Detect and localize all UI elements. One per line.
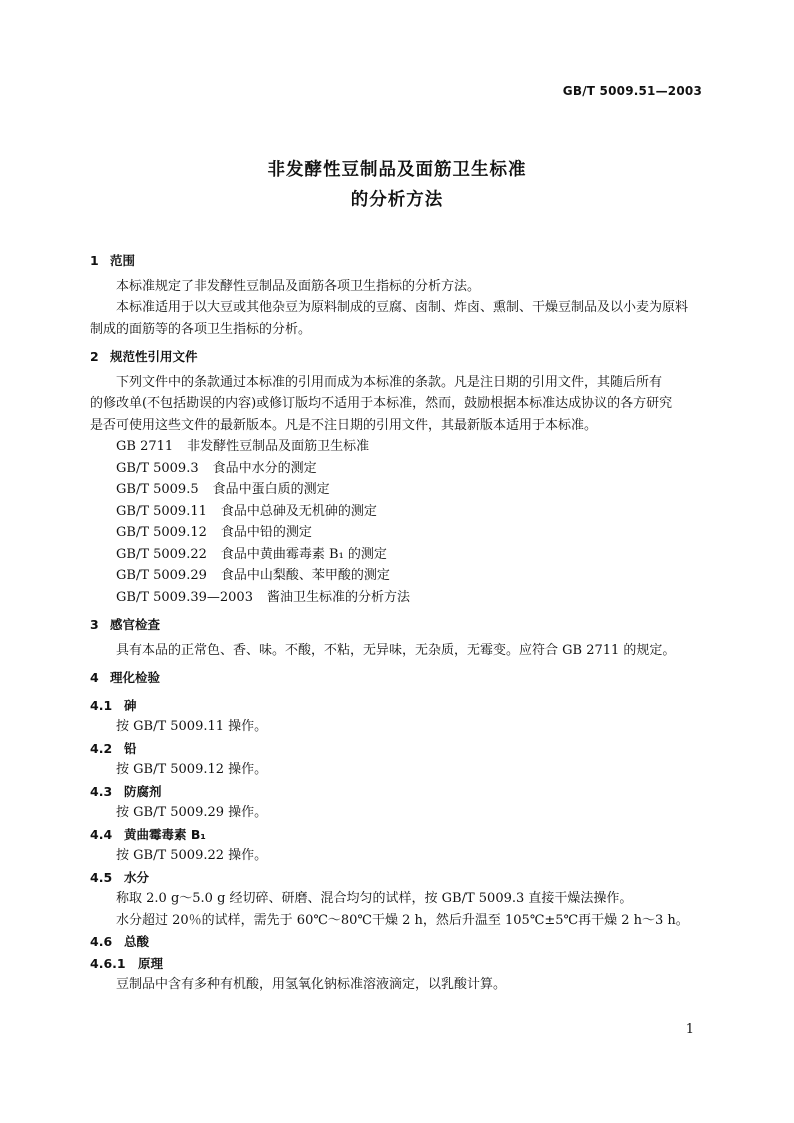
- section-title: 规范性引用文件: [110, 349, 198, 364]
- paragraph: [90, 372, 706, 437]
- subsection-heading-moisture: [90, 867, 706, 889]
- subsection-title: 总酸: [124, 934, 150, 949]
- subsection-number: 4.6.1: [90, 955, 126, 971]
- paragraph: 按 GB/T 5009.12 操作。: [116, 762, 268, 777]
- reference-code: GB 2711: [116, 439, 174, 454]
- paragraph: 水分超过 20％的试样，需先于 60℃～80℃干燥 2 h，然后升温至 105℃±5℃再干燥 2 h～3 h。: [116, 912, 689, 928]
- subsection-title: 防腐剂: [124, 783, 162, 799]
- document-title-line2: 的分析方法: [350, 190, 444, 210]
- reference-code: GB/T 5009.12: [116, 525, 207, 540]
- subsection-number: 4.6: [90, 934, 113, 949]
- reference-code: GB/T 5009.3: [116, 460, 199, 476]
- subsection-number: 4.2: [90, 740, 113, 756]
- section-heading-sensory-inspection: [90, 614, 706, 636]
- section-number: 4: [90, 670, 99, 685]
- reference-item: [90, 522, 706, 544]
- document-title-line1: 非发酵性豆制品及面筋卫生标准: [267, 160, 527, 180]
- section-title: 理化检验: [110, 670, 161, 685]
- reference-item: [90, 544, 706, 566]
- paragraph: 豆制品中含有多种有机酸，用氢氧化钠标准溶液滴定，以乳酸计算。: [116, 977, 507, 992]
- reference-code: GB/T 5009.29: [116, 568, 207, 583]
- subsection-heading-total-acid: [90, 931, 706, 953]
- reference-name: 食品中总砷及无机砷的测定: [220, 503, 377, 519]
- subsection-title: 砷: [124, 697, 137, 713]
- reference-code: GB/T 5009.11: [116, 503, 207, 519]
- paragraph: [90, 297, 706, 340]
- section-heading-normative-references: [90, 346, 706, 368]
- reference-item: [90, 565, 706, 587]
- paragraph: 按 GB/T 5009.29 操作。: [116, 805, 268, 820]
- paragraph: 称取 2.0 g～5.0 g 经切碎、研磨、混合均匀的试样，按 GB/T 5009.3 直接干燥法操作。: [116, 891, 633, 906]
- standard-code: GB/T 5009.51—2003: [562, 84, 702, 98]
- subsection-number: 4.1: [90, 697, 113, 713]
- subsection-heading-arsenic: [90, 695, 706, 717]
- subsection-number: 4.3: [90, 783, 113, 799]
- subsection-title: 水分: [124, 869, 150, 885]
- reference-item: [90, 501, 706, 523]
- section-number: 3: [90, 617, 99, 632]
- reference-name: 食品中水分的测定: [212, 460, 317, 476]
- reference-name: 食品中蛋白质的测定: [212, 482, 330, 497]
- reference-item: [90, 587, 706, 609]
- document-body: [90, 250, 706, 996]
- reference-item: [90, 436, 706, 458]
- paragraph: 具有本品的正常色、香、味。不酸，不粘，无异味，无杂质，无霉变。应符合 GB 2711 的规定。: [116, 642, 676, 658]
- paragraph-line: 是否可使用这些文件的最新版本。凡是不注日期的引用文件，其最新版本适用于本标准。: [90, 417, 598, 433]
- section-title: 感官检查: [110, 617, 161, 632]
- paragraph: 按 GB/T 5009.22 操作。: [116, 848, 268, 863]
- paragraph-line: 的修改单(不包括勘误的内容)或修订版均不适用于本标准，然而，鼓励根据本标准达成协议的各方研究: [90, 396, 673, 411]
- subsection-title: 黄曲霉毒素 B₁: [124, 826, 206, 842]
- subsection-heading-aflatoxin: [90, 824, 706, 846]
- reference-code: GB/T 5009.39—2003: [116, 589, 253, 605]
- reference-code: GB/T 5009.22: [116, 546, 207, 562]
- subsection-heading-preservatives: [90, 781, 706, 803]
- reference-name: 非发酵性豆制品及面筋卫生标准: [187, 439, 370, 454]
- paragraph-line: 制成的面筋等的各项卫生指标的分析。: [90, 321, 312, 337]
- reference-name: 食品中山梨酸、苯甲酸的测定: [220, 568, 390, 583]
- section-heading-scope: [90, 250, 706, 272]
- section-heading-physicochemical: [90, 667, 706, 689]
- reference-code: GB/T 5009.5: [116, 482, 199, 497]
- reference-item: [90, 458, 706, 480]
- reference-item: [90, 479, 706, 501]
- subsection-heading-lead: [90, 738, 706, 760]
- subsection-number: 4.4: [90, 826, 113, 842]
- section-number: 1: [90, 253, 99, 268]
- paragraph-line: 本标准适用于以大豆或其他杂豆为原料制成的豆腐、卤制、炸卤、熏制、干燥豆制品及以小麦为原料: [116, 300, 689, 315]
- reference-name: 酱油卫生标准的分析方法: [266, 589, 410, 605]
- paragraph: 按 GB/T 5009.11 操作。: [116, 719, 268, 734]
- paragraph: 本标准规定了非发酵性豆制品及面筋各项卫生指标的分析方法。: [116, 278, 481, 294]
- subsection-title: 原理: [138, 955, 164, 971]
- page-number: 1: [685, 1022, 694, 1037]
- subsection-title: 铅: [124, 740, 137, 756]
- reference-name: 食品中铅的测定: [220, 525, 312, 540]
- section-title: 范围: [110, 253, 136, 268]
- section-number: 2: [90, 349, 99, 364]
- paragraph-line: 下列文件中的条款通过本标准的引用而成为本标准的条款。凡是注日期的引用文件，其随后所有: [116, 374, 663, 390]
- reference-name: 食品中黄曲霉毒素 B₁ 的测定: [220, 546, 387, 562]
- subsection-number: 4.5: [90, 869, 113, 885]
- subsection-heading-principle: [90, 953, 706, 975]
